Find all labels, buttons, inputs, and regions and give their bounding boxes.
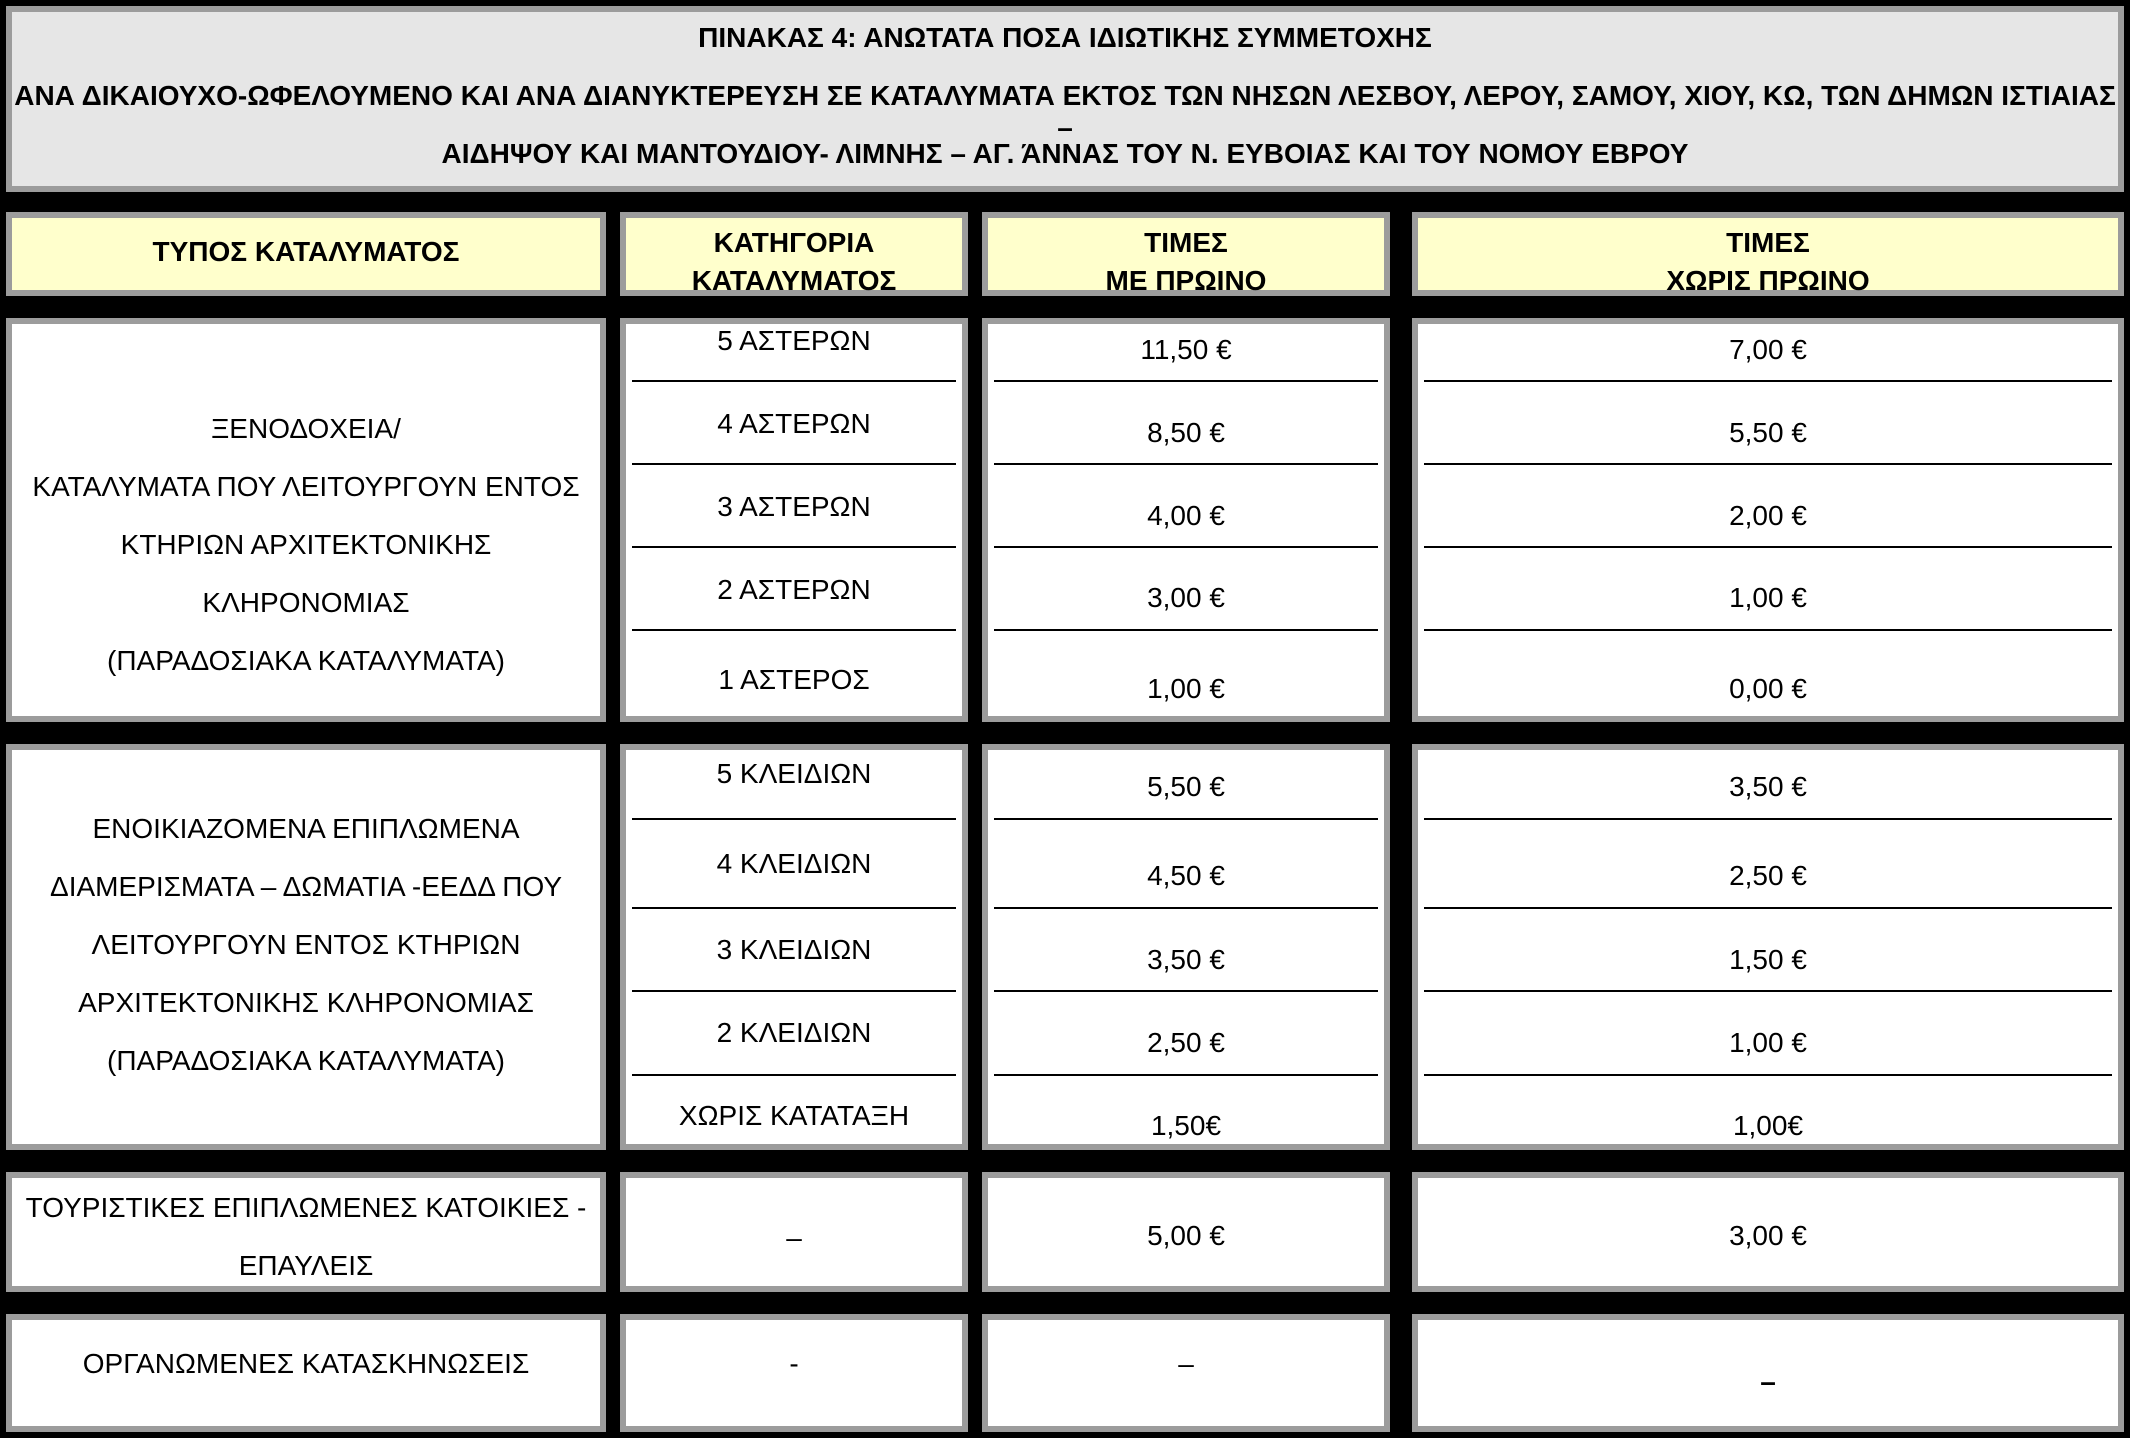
price-without-4-keys: 2,50 € <box>1729 860 1807 891</box>
header-category <box>614 206 974 302</box>
hotels-category-cell <box>614 312 974 728</box>
rooms-type-line-4: ΑΡΧΙΤΕΚΤΟΝΙΚΗΣ ΚΛΗΡΟΝΟΜΙΑΣ <box>78 987 534 1018</box>
villas-type-line-2: ΕΠΑΥΛΕΙΣ <box>238 1250 374 1281</box>
header-without-breakfast-line-1: ΤΙΜΕΣ <box>1726 227 1810 258</box>
header-category-line-2: ΚΑΤΑΛΥΜΑΤΟΣ <box>691 265 897 296</box>
camping-without-breakfast-cell <box>1406 1308 2130 1438</box>
row-divider <box>632 629 956 631</box>
rooms-type-line-3: ΛΕΙΤΟΥΡΓΟΥΝ ΕΝΤΟΣ ΚΤΗΡΙΩΝ <box>91 929 521 960</box>
rooms-without-breakfast-cell <box>1406 738 2130 1156</box>
villas-with-breakfast-cell <box>976 1166 1396 1298</box>
row-divider <box>994 380 1378 382</box>
category-3-keys: 3 ΚΛΕΙΔΙΩΝ <box>716 934 872 965</box>
villas-without-breakfast-cell <box>1406 1166 2130 1298</box>
hotels-without-breakfast-cell <box>1406 312 2130 728</box>
table-subtitle-line-2: ΑΙΔΗΨΟΥ ΚΑΙ ΜΑΝΤΟΥΔΙΟΥ- ΛΙΜΝΗΣ – ΑΓ. ΆΝΝΑΣ ΤΟΥ Ν. ΕΥΒΟΙΑΣ ΚΑΙ ΤΟΥ ΝΟΜΟΥ ΕΒΡΟΥ <box>441 138 1689 169</box>
table-title-block <box>0 0 2130 198</box>
row-divider <box>994 990 1378 992</box>
price-with-2-stars: 3,00 € <box>1147 582 1225 613</box>
table-title: ΠΙΝΑΚΑΣ 4: ΑΝΩΤΑΤΑ ΠΟΣΑ ΙΔΙΩΤΙΚΗΣ ΣΥΜΜΕΤΟΧΗΣ <box>698 22 1432 53</box>
row-divider <box>1424 380 2112 382</box>
header-with-breakfast <box>976 206 1396 302</box>
row-divider <box>632 463 956 465</box>
price-without-3-keys: 1,50 € <box>1729 944 1807 975</box>
row-divider <box>632 907 956 909</box>
price-with-3-keys: 3,50 € <box>1147 944 1225 975</box>
row-divider <box>632 546 956 548</box>
price-with-5-keys: 5,50 € <box>1147 771 1225 802</box>
hotels-type-line-4: (ΠΑΡΑΔΟΣΙΑΚΑ ΚΑΤΑΛΥΜΑΤΑ) <box>107 645 505 676</box>
category-4-stars: 4 ΑΣΤΕΡΩΝ <box>717 408 871 439</box>
camping-category-cell <box>614 1308 974 1438</box>
price-without-3-stars: 2,00 € <box>1729 500 1807 531</box>
price-without-2-keys: 1,00 € <box>1729 1027 1807 1058</box>
row-divider <box>994 629 1378 631</box>
price-without-2-stars: 1,00 € <box>1729 582 1807 613</box>
category-2-keys: 2 ΚΛΕΙΔΙΩΝ <box>716 1017 872 1048</box>
price-with-4-keys: 4,50 € <box>1147 860 1225 891</box>
rooms-type-line-5: (ΠΑΡΑΔΟΣΙΑΚΑ ΚΑΤΑΛΥΜΑΤΑ) <box>107 1045 505 1076</box>
header-with-breakfast-line-2: ΜΕ ΠΡΩΙΝΟ <box>1105 265 1267 296</box>
header-type-label: ΤΥΠΟΣ ΚΑΤΑΛΥΜΑΤΟΣ <box>152 236 460 267</box>
camping-type: ΟΡΓΑΝΩΜΕΝΕΣ ΚΑΤΑΣΚΗΝΩΣΕΙΣ <box>82 1348 530 1379</box>
category-3-stars: 3 ΑΣΤΕΡΩΝ <box>717 491 871 522</box>
rooms-type-line-1: ΕΝΟΙΚΙΑΖΟΜΕΝΑ ΕΠΙΠΛΩΜΕΝΑ <box>92 813 520 844</box>
rooms-category-cell <box>614 738 974 1156</box>
category-1-star: 1 ΑΣΤΕΡΟΣ <box>718 664 870 695</box>
rooms-with-breakfast-cell <box>976 738 1396 1156</box>
row-divider <box>994 907 1378 909</box>
row-divider <box>1424 463 2112 465</box>
price-with-2-keys: 2,50 € <box>1147 1027 1225 1058</box>
camping-type-cell <box>0 1308 612 1438</box>
header-category-line-1: ΚΑΤΗΓΟΡΙΑ <box>713 227 875 258</box>
price-without-5-keys: 3,50 € <box>1729 771 1807 802</box>
price-with-4-stars: 8,50 € <box>1147 417 1225 448</box>
row-divider <box>1424 629 2112 631</box>
villas-price-without: 3,00 € <box>1729 1220 1807 1251</box>
category-5-stars: 5 ΑΣΤΕΡΩΝ <box>717 325 871 356</box>
hotels-type-line-2: ΚΑΤΑΛΥΜΑΤΑ ΠΟΥ ΛΕΙΤΟΥΡΓΟΥΝ ΕΝΤΟΣ <box>32 471 580 502</box>
price-with-5-stars: 11,50 € <box>1140 334 1232 365</box>
row-divider <box>1424 546 2112 548</box>
header-without-breakfast <box>1406 206 2130 302</box>
row-divider <box>632 1074 956 1076</box>
header-without-breakfast-line-2: ΧΩΡΙΣ ΠΡΩΙΝΟ <box>1666 265 1870 296</box>
row-divider <box>994 463 1378 465</box>
hotels-type-line-1: ΞΕΝΟΔΟΧΕΙΑ/ <box>211 413 401 444</box>
villas-price-with: 5,00 € <box>1147 1220 1225 1251</box>
villas-category-cell <box>614 1166 974 1298</box>
price-with-1-star: 1,00 € <box>1147 673 1225 704</box>
row-divider <box>994 546 1378 548</box>
category-5-keys: 5 ΚΛΕΙΔΙΩΝ <box>716 758 872 789</box>
price-without-5-stars: 7,00 € <box>1729 334 1807 365</box>
price-with-3-stars: 4,00 € <box>1147 500 1225 531</box>
table-subtitle-line-1: ΑΝΑ ΔΙΚΑΙΟΥΧΟ-ΩΦΕΛΟΥΜΕΝΟ ΚΑΙ ΑΝΑ ΔΙΑΝΥΚΤΕΡΕΥΣΗ ΣΕ ΚΑΤΑΛΥΜΑΤΑ ΕΚΤΟΣ ΤΩΝ ΝΗΣΩΝ ΛΕΣΒΟΥ, ΛΕΡΟΥ, ΣΑΜΟΥ, ΧΙΟΥ, ΚΩ, ΤΩΝ ΔΗΜΩΝ ΙΣΤΙΑΙΑΣ – <box>14 80 2116 143</box>
price-without-unclassified: 1,00€ <box>1732 1110 1804 1141</box>
camping-with-breakfast-cell <box>976 1308 1396 1438</box>
price-without-4-stars: 5,50 € <box>1729 417 1807 448</box>
row-divider <box>1424 1074 2112 1076</box>
category-4-keys: 4 ΚΛΕΙΔΙΩΝ <box>716 848 872 879</box>
hotels-type-cell <box>0 312 612 728</box>
camping-category: - <box>789 1348 799 1379</box>
camping-price-with: – <box>1178 1348 1194 1379</box>
row-divider <box>994 818 1378 820</box>
villas-category: – <box>786 1222 802 1253</box>
price-without-1-star: 0,00 € <box>1729 673 1807 704</box>
villas-type-cell <box>0 1166 612 1298</box>
camping-price-without: – <box>1760 1366 1776 1397</box>
header-type <box>0 206 612 302</box>
hotels-with-breakfast-cell <box>976 312 1396 728</box>
row-divider <box>1424 990 2112 992</box>
villas-type-line-1: ΤΟΥΡΙΣΤΙΚΕΣ ΕΠΙΠΛΩΜΕΝΕΣ ΚΑΤΟΙΚΙΕΣ - <box>25 1192 587 1223</box>
row-divider <box>994 1074 1378 1076</box>
price-with-unclassified: 1,50€ <box>1150 1110 1222 1141</box>
row-divider <box>632 818 956 820</box>
rooms-type-cell <box>0 738 612 1156</box>
row-divider <box>632 990 956 992</box>
row-divider <box>1424 818 2112 820</box>
hotels-type-line-3: ΚΤΗΡΙΩΝ ΑΡΧΙΤΕΚΤΟΝΙΚΗΣ ΚΛΗΡΟΝΟΜΙΑΣ <box>120 529 492 618</box>
rooms-type-line-2: ΔΙΑΜΕΡΙΣΜΑΤΑ – ΔΩΜΑΤΙΑ -ΕΕΔΔ ΠΟΥ <box>49 871 563 902</box>
header-with-breakfast-line-1: ΤΙΜΕΣ <box>1144 227 1228 258</box>
category-unclassified: ΧΩΡΙΣ ΚΑΤΑΤΑΞΗ <box>678 1100 910 1131</box>
category-2-stars: 2 ΑΣΤΕΡΩΝ <box>717 574 871 605</box>
row-divider <box>632 380 956 382</box>
row-divider <box>1424 907 2112 909</box>
